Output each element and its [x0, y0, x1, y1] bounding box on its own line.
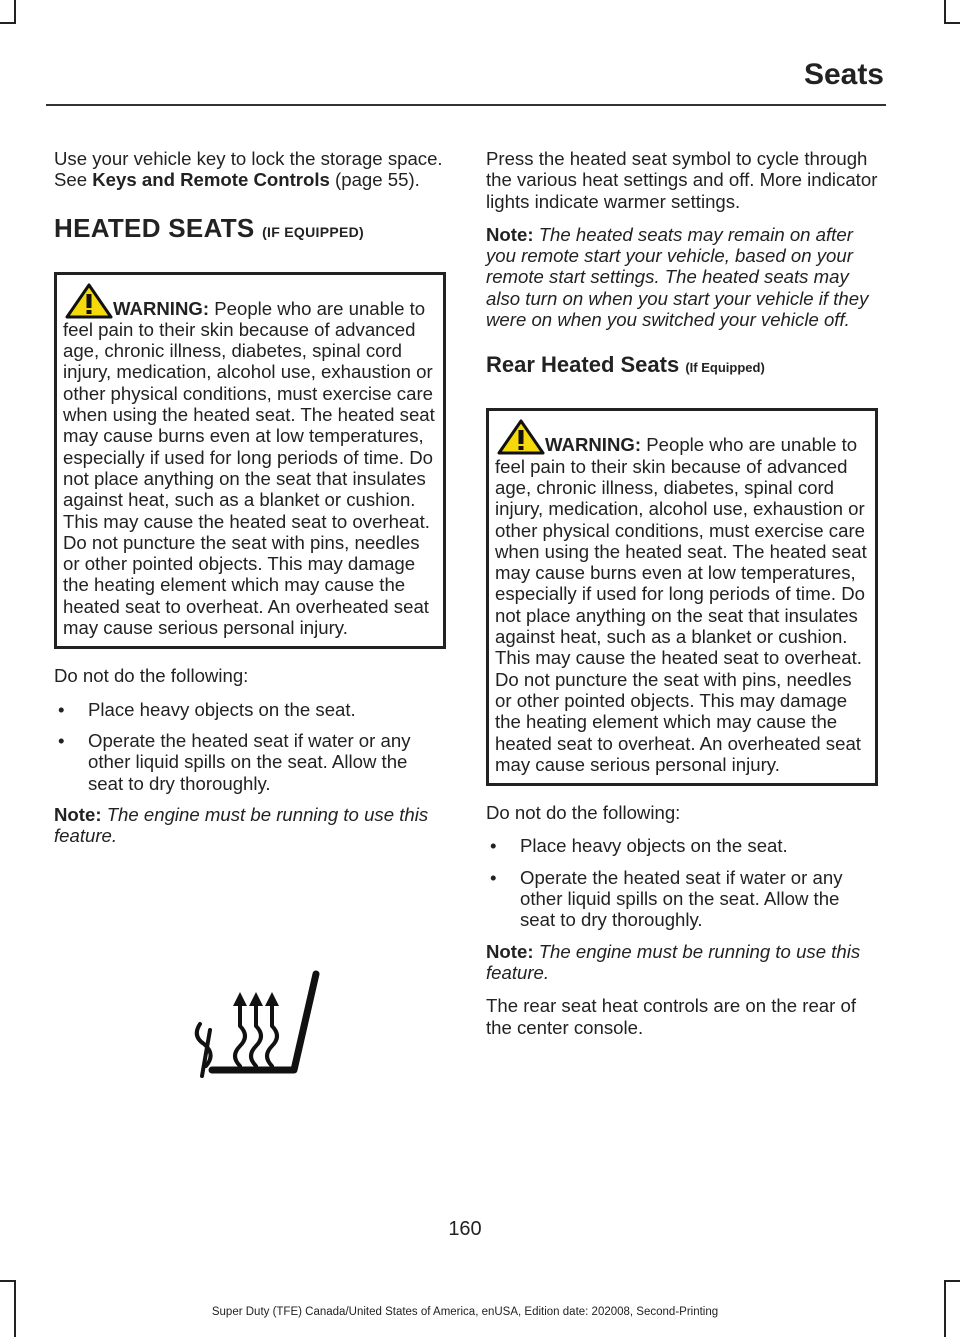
subsection-heading-suffix: (If Equipped)	[685, 360, 765, 376]
warning-triangle-icon	[497, 419, 545, 455]
section-heading-text: HEATED SEATS	[54, 212, 255, 243]
bullet-marker: •	[58, 698, 65, 720]
bullet-marker: •	[490, 866, 497, 888]
left-column	[54, 148, 446, 858]
crop-mark	[944, 1280, 946, 1337]
crop-mark	[0, 1280, 16, 1282]
note-paragraph	[54, 804, 446, 847]
note-text: The heated seats may remain on after you remote start your vehicle, based on your remote start settings. The heated seats may also turn on when you start your vehicle if they were on when you switched your vehicle off.	[486, 223, 869, 331]
bullet-marker: •	[490, 835, 497, 857]
list-item	[54, 730, 446, 794]
heated-seat-icon	[190, 968, 320, 1084]
bullet-marker: •	[58, 729, 65, 751]
intro-paragraph	[54, 148, 446, 191]
list-item-text: Operate the heated seat if water or any other liquid spills on the seat. Allow the seat to dry thoroughly.	[520, 866, 843, 931]
page-title: Seats	[803, 58, 884, 91]
rear-controls-paragraph: The rear seat heat controls are on the rear of the center console.	[486, 995, 857, 1038]
warning-triangle-icon	[65, 283, 113, 319]
warning-box	[54, 272, 446, 650]
warning-label: WARNING:	[113, 297, 210, 319]
press-paragraph: Press the heated seat symbol to cycle through the various heat settings and off. More indicator lights indicate warmer settings.	[486, 148, 878, 212]
note-paragraph	[486, 941, 878, 984]
intro-text: Use your vehicle key to lock the storage space. See	[54, 148, 443, 191]
warning-text: People who are unable to feel pain to their skin because of advanced age, chronic illness, diabetes, spinal cord injury, medication, alcohol use, exhaustion or other physical conditions, must exercise care when using the heated seat. The heated seat may cause burns even at low temperatures, especially if used for long periods of time. Do not place anything on the seat that insulates against heat, such as a blanket or cushion. This may cause the heated seat to overheat. Do not puncture the seat with pins, needles or other pointed objects. This may damage the heating element which may cause the heated seat to overheat. An overheated seat may cause serious personal injury.	[63, 297, 435, 639]
note-label: Note:	[486, 223, 534, 245]
warning-paragraph	[63, 283, 437, 639]
list-item-text: Operate the heated seat if water or any other liquid spills on the seat. Allow the seat to dry thoroughly.	[88, 729, 411, 794]
warning-box	[486, 408, 878, 786]
footer-text: Super Duty (TFE) Canada/United States of America, enUSA, Edition date: 202008, Second-Printing	[211, 1306, 719, 1318]
list-item	[486, 835, 878, 856]
subsection-heading-text: Rear Heated Seats	[486, 352, 680, 378]
note-label: Note:	[54, 803, 102, 825]
note-text: The engine must be running to use this feature.	[486, 940, 861, 983]
page-number: 160	[448, 1218, 482, 1240]
list-item-text: Place heavy objects on the seat.	[88, 698, 356, 720]
subsection-heading	[486, 352, 878, 378]
warning-label: WARNING:	[545, 434, 642, 456]
crop-mark	[944, 0, 946, 22]
right-column	[486, 148, 878, 1050]
warning-paragraph	[495, 419, 869, 775]
crop-mark	[14, 0, 16, 22]
do-not-heading: Do not do the following:	[486, 802, 681, 824]
intro-page-ref: (page 55).	[329, 169, 420, 191]
list-item	[486, 867, 878, 931]
keys-remote-link[interactable]: Keys and Remote Controls	[92, 169, 330, 191]
section-heading-suffix: (IF EQUIPPED)	[262, 223, 364, 240]
warning-text: People who are unable to feel pain to their skin because of advanced age, chronic illness, diabetes, spinal cord injury, medication, alcohol use, exhaustion or other physical conditions, must exercise care when using the heated seat. The heated seat may cause burns even at low temperatures, especially if used for long periods of time. Do not place anything on the seat that insulates against heat, such as a blanket or cushion. This may cause the heated seat to overheat. Do not puncture the seat with pins, needles or other pointed objects. This may damage the heating element which may cause the heated seat to overheat. An overheated seat may cause serious personal injury.	[495, 434, 867, 775]
bullet-list	[54, 699, 446, 794]
crop-mark	[944, 22, 960, 24]
section-heading	[54, 213, 446, 244]
do-not-heading: Do not do the following:	[54, 665, 249, 687]
title-rule	[46, 104, 886, 106]
note-label: Note:	[486, 940, 534, 962]
bullet-list	[486, 835, 878, 930]
list-item-text: Place heavy objects on the seat.	[520, 835, 788, 857]
crop-mark	[0, 22, 16, 24]
crop-mark	[944, 1280, 960, 1282]
note-paragraph	[486, 224, 878, 330]
note-text: The engine must be running to use this feature.	[54, 803, 429, 847]
list-item	[54, 699, 446, 720]
